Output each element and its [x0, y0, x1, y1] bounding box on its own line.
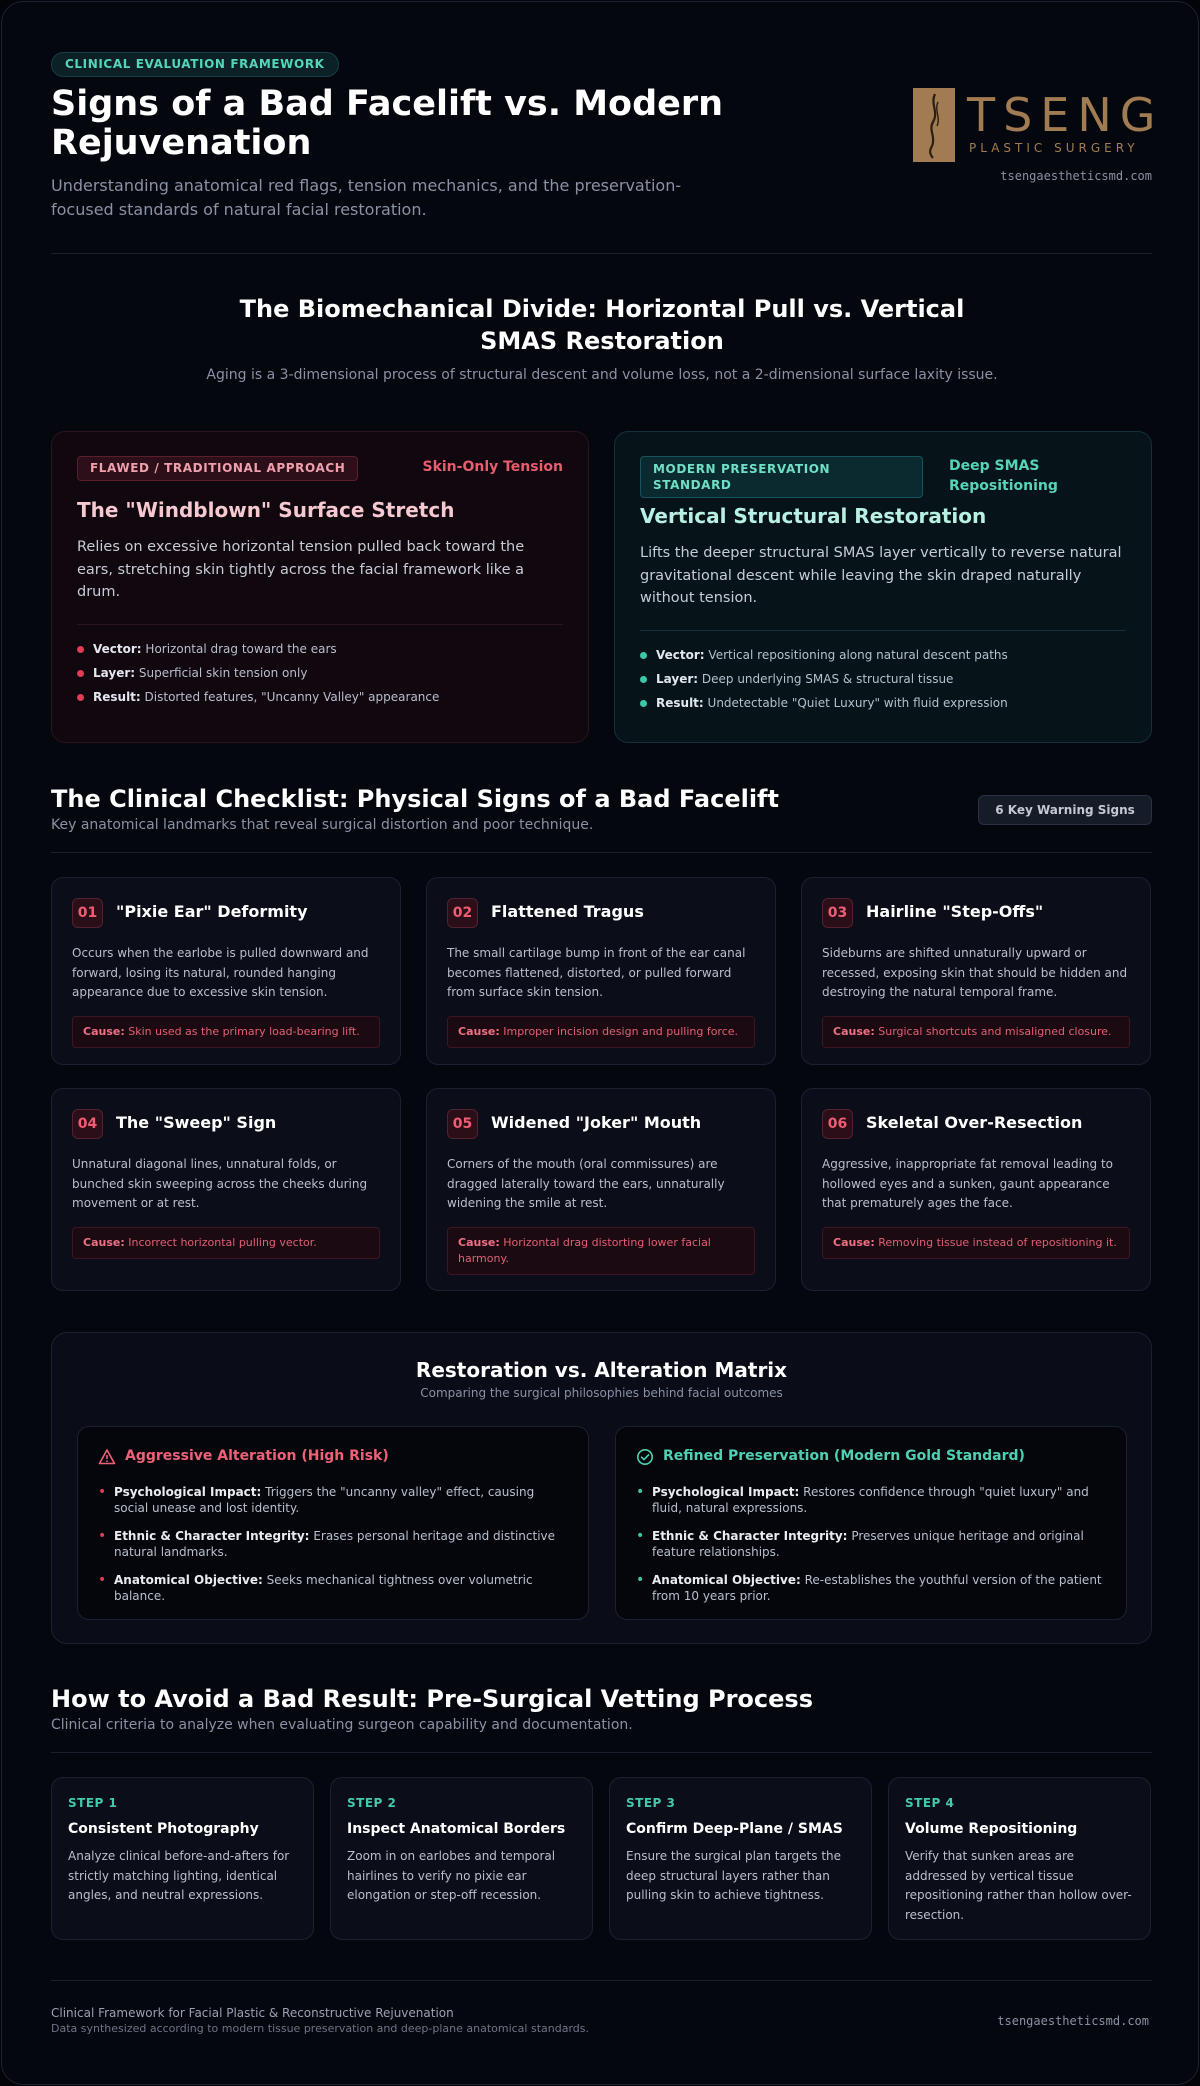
- divider: [77, 624, 563, 625]
- sign-number: 02: [447, 898, 478, 928]
- matrix-item: • Anatomical Objective: Seeks mechanical tightness over volumetric balance.: [98, 1572, 533, 1603]
- approach-badge: MODERN PRESERVATION STANDARD: [640, 456, 923, 498]
- step-description: Ensure the surgical plan targets the deep structural layers rather than pulling skin to achieve tightness.: [626, 1849, 842, 1902]
- matrix-item: • Psychological Impact: Triggers the "uncanny valley" effect, causing social unease and lost identity.: [98, 1484, 535, 1515]
- matrix-subtitle: Comparing the surgical philosophies behind facial outcomes: [420, 1386, 783, 1400]
- sign-description: Aggressive, inappropriate fat removal leading to hollowed eyes and a sunken, gaunt appearance that prematurely ages the face.: [822, 1157, 1114, 1210]
- warning-icon: [98, 1448, 116, 1466]
- sign-cause: Cause: Improper incision design and pulling force.: [447, 1016, 755, 1048]
- approach-bullet: Layer: Deep underlying SMAS & structural tissue: [640, 667, 1126, 691]
- sign-cause: Cause: Removing tissue instead of repositioning it.: [822, 1227, 1130, 1259]
- sign-description: Sideburns are shifted unnaturally upward or recessed, exposing skin that should be hidden and destroying the natural temporal frame.: [822, 946, 1128, 999]
- divider: [51, 253, 1152, 254]
- sign-description: Unnatural diagonal lines, unnatural folds, or bunched skin sweeping across the cheeks during movement or at rest.: [72, 1157, 368, 1210]
- brand-logo[interactable]: [913, 88, 1164, 164]
- sign-description: Occurs when the earlobe is pulled downward and forward, losing its natural, rounded hanging appearance due to excessive skin tension.: [72, 946, 369, 999]
- check-circle-icon: [636, 1448, 654, 1466]
- matrix-title: Restoration vs. Alteration Matrix: [415, 1358, 788, 1382]
- matrix-item: • Ethnic & Character Integrity: Erases personal heritage and distinctive natural landmarks.: [98, 1528, 556, 1559]
- warning-count-badge: 6 Key Warning Signs: [978, 795, 1152, 825]
- approach-title: The "Windblown" Surface Stretch: [77, 498, 455, 522]
- bullet-dot-icon: [77, 694, 84, 701]
- infographic-page: [1, 1, 1199, 2085]
- approach-tagline: Skin-Only Tension: [422, 459, 563, 475]
- sign-cause: Cause: Surgical shortcuts and misaligned closure.: [822, 1016, 1130, 1048]
- sign-number: 04: [72, 1109, 103, 1139]
- approach-description: Lifts the deeper structural SMAS layer vertically to reverse natural gravitational descent while leaving the skin draped naturally without tension.: [640, 545, 1122, 606]
- bullet-dot-icon: [640, 676, 647, 683]
- restoration-matrix: [51, 1332, 1152, 1644]
- warning-sign-card: [51, 877, 401, 1065]
- step-number: STEP 2: [347, 1796, 397, 1810]
- footer-title: Clinical Framework for Facial Plastic & Reconstructive Rejuvenation: [51, 2006, 454, 2020]
- vetting-step-card: [51, 1777, 314, 1940]
- step-description: Verify that sunken areas are addressed by vertical tissue repositioning rather than hollow over-resection.: [905, 1849, 1132, 1922]
- vetting-title: How to Avoid a Bad Result: Pre-Surgical Vetting Process: [51, 1685, 813, 1713]
- step-description: Analyze clinical before-and-afters for strictly matching lighting, identical angles, and neutral expressions.: [68, 1849, 290, 1902]
- divider: [51, 852, 1152, 853]
- sign-title: Widened "Joker" Mouth: [491, 1113, 702, 1132]
- column-label: Refined Preservation (Modern Gold Standard): [663, 1448, 1025, 1464]
- approach-bullet: Vector: Vertical repositioning along natural descent paths: [640, 643, 1126, 667]
- traditional-approach-card: [51, 431, 589, 743]
- step-number: STEP 3: [626, 1796, 676, 1810]
- approach-bullet: Result: Undetectable "Quiet Luxury" with fluid expression: [640, 691, 1126, 715]
- approach-bullet: Layer: Superficial skin tension only: [77, 661, 563, 685]
- approach-bullet: Vector: Horizontal drag toward the ears: [77, 637, 563, 661]
- warning-sign-card: [801, 1088, 1151, 1291]
- vetting-step-card: [609, 1777, 872, 1940]
- sign-description: The small cartilage bump in front of the ear canal becomes flattened, distorted, or pulled forward from surface skin tension.: [447, 946, 746, 999]
- step-description: Zoom in on earlobes and temporal hairlines to verify no pixie ear elongation or step-off recession.: [347, 1849, 556, 1902]
- warning-sign-card: [51, 1088, 401, 1291]
- divider: [640, 630, 1126, 631]
- approach-badge: FLAWED / TRADITIONAL APPROACH: [77, 456, 358, 481]
- sign-title: Flattened Tragus: [491, 902, 644, 921]
- page-title: Signs of a Bad Facelift vs. Modern Rejuvenation: [51, 84, 724, 163]
- step-title: Confirm Deep-Plane / SMAS: [626, 1821, 843, 1837]
- header: [51, 52, 1164, 254]
- approach-tagline: Deep SMAS Repositioning: [949, 458, 1058, 494]
- step-number: STEP 1: [68, 1796, 118, 1810]
- website-url[interactable]: tsengaestheticsmd.com: [1000, 169, 1152, 183]
- divide-title: The Biomechanical Divide: Horizontal Pull vs. Vertical SMAS Restoration: [239, 295, 965, 355]
- sign-cause: Cause: Incorrect horizontal pulling vector.: [72, 1227, 380, 1259]
- preservation-column: [615, 1426, 1127, 1620]
- modern-standard-card: [614, 431, 1152, 743]
- vetting-subtitle: Clinical criteria to analyze when evaluating surgeon capability and documentation.: [51, 1717, 633, 1733]
- warning-sign-card: [801, 877, 1151, 1065]
- sign-number: 03: [822, 898, 853, 928]
- vetting-step-card: [888, 1777, 1151, 1940]
- sign-title: Hairline "Step-Offs": [866, 902, 1044, 921]
- bullet-dot-icon: [77, 646, 84, 653]
- sign-description: Corners of the mouth (oral commissures) are dragged laterally toward the ears, unnaturally widening the smile at rest.: [447, 1157, 725, 1210]
- approach-bullet: Result: Distorted features, "Uncanny Valley" appearance: [77, 685, 563, 709]
- approach-title: Vertical Structural Restoration: [640, 504, 987, 528]
- logo-wordmark: TSENG: [967, 88, 1164, 142]
- warning-sign-card: [426, 1088, 776, 1291]
- divide-subtitle: Aging is a 3-dimensional process of structural descent and volume loss, not a 2-dimensional surface laxity issue.: [206, 367, 998, 383]
- sign-cause: Cause: Horizontal drag distorting lower facial harmony.: [447, 1227, 755, 1275]
- framework-tag: CLINICAL EVALUATION FRAMEWORK: [51, 52, 339, 77]
- logo-silhouette-icon: [913, 88, 955, 162]
- divider: [51, 1752, 1152, 1753]
- sign-title: The "Sweep" Sign: [116, 1113, 277, 1132]
- checklist-title: The Clinical Checklist: Physical Signs of a Bad Facelift: [51, 785, 779, 813]
- sign-number: 06: [822, 1109, 853, 1139]
- checklist-subtitle: Key anatomical landmarks that reveal surgical distortion and poor technique.: [51, 817, 594, 833]
- bullet-dot-icon: [640, 652, 647, 659]
- sign-number: 01: [72, 898, 103, 928]
- step-number: STEP 4: [905, 1796, 955, 1810]
- sign-title: "Pixie Ear" Deformity: [116, 902, 308, 921]
- column-label: Aggressive Alteration (High Risk): [125, 1448, 389, 1464]
- sign-cause: Cause: Skin used as the primary load-bearing lift.: [72, 1016, 380, 1048]
- divider: [51, 1980, 1152, 1981]
- matrix-item: • Psychological Impact: Restores confidence through "quiet luxury" and fluid, natural expressions.: [636, 1484, 1089, 1515]
- sign-number: 05: [447, 1109, 478, 1139]
- step-title: Consistent Photography: [68, 1821, 259, 1837]
- alteration-column: [77, 1426, 589, 1620]
- logo-subtitle: PLASTIC SURGERY: [969, 141, 1139, 155]
- step-title: Inspect Anatomical Borders: [347, 1821, 566, 1837]
- sign-title: Skeletal Over-Resection: [866, 1113, 1083, 1132]
- warning-sign-card: [426, 877, 776, 1065]
- bullet-dot-icon: [77, 670, 84, 677]
- matrix-item: • Anatomical Objective: Re-establishes the youthful version of the patient from 10 years prior.: [636, 1572, 1102, 1603]
- approach-description: Relies on excessive horizontal tension pulled back toward the ears, stretching skin tightly across the facial framework like a drum.: [77, 539, 525, 600]
- footer-url[interactable]: tsengaestheticsmd.com: [997, 2014, 1149, 2028]
- bullet-dot-icon: [640, 700, 647, 707]
- vetting-step-card: [330, 1777, 593, 1940]
- step-title: Volume Repositioning: [905, 1821, 1078, 1837]
- footer-note: Data synthesized according to modern tissue preservation and deep-plane anatomical standards.: [51, 2022, 589, 2035]
- matrix-item: • Ethnic & Character Integrity: Preserves unique heritage and original feature relationships.: [636, 1528, 1084, 1559]
- page-subtitle: Understanding anatomical red flags, tension mechanics, and the preservation-focused standards of natural facial restoration.: [51, 176, 682, 219]
